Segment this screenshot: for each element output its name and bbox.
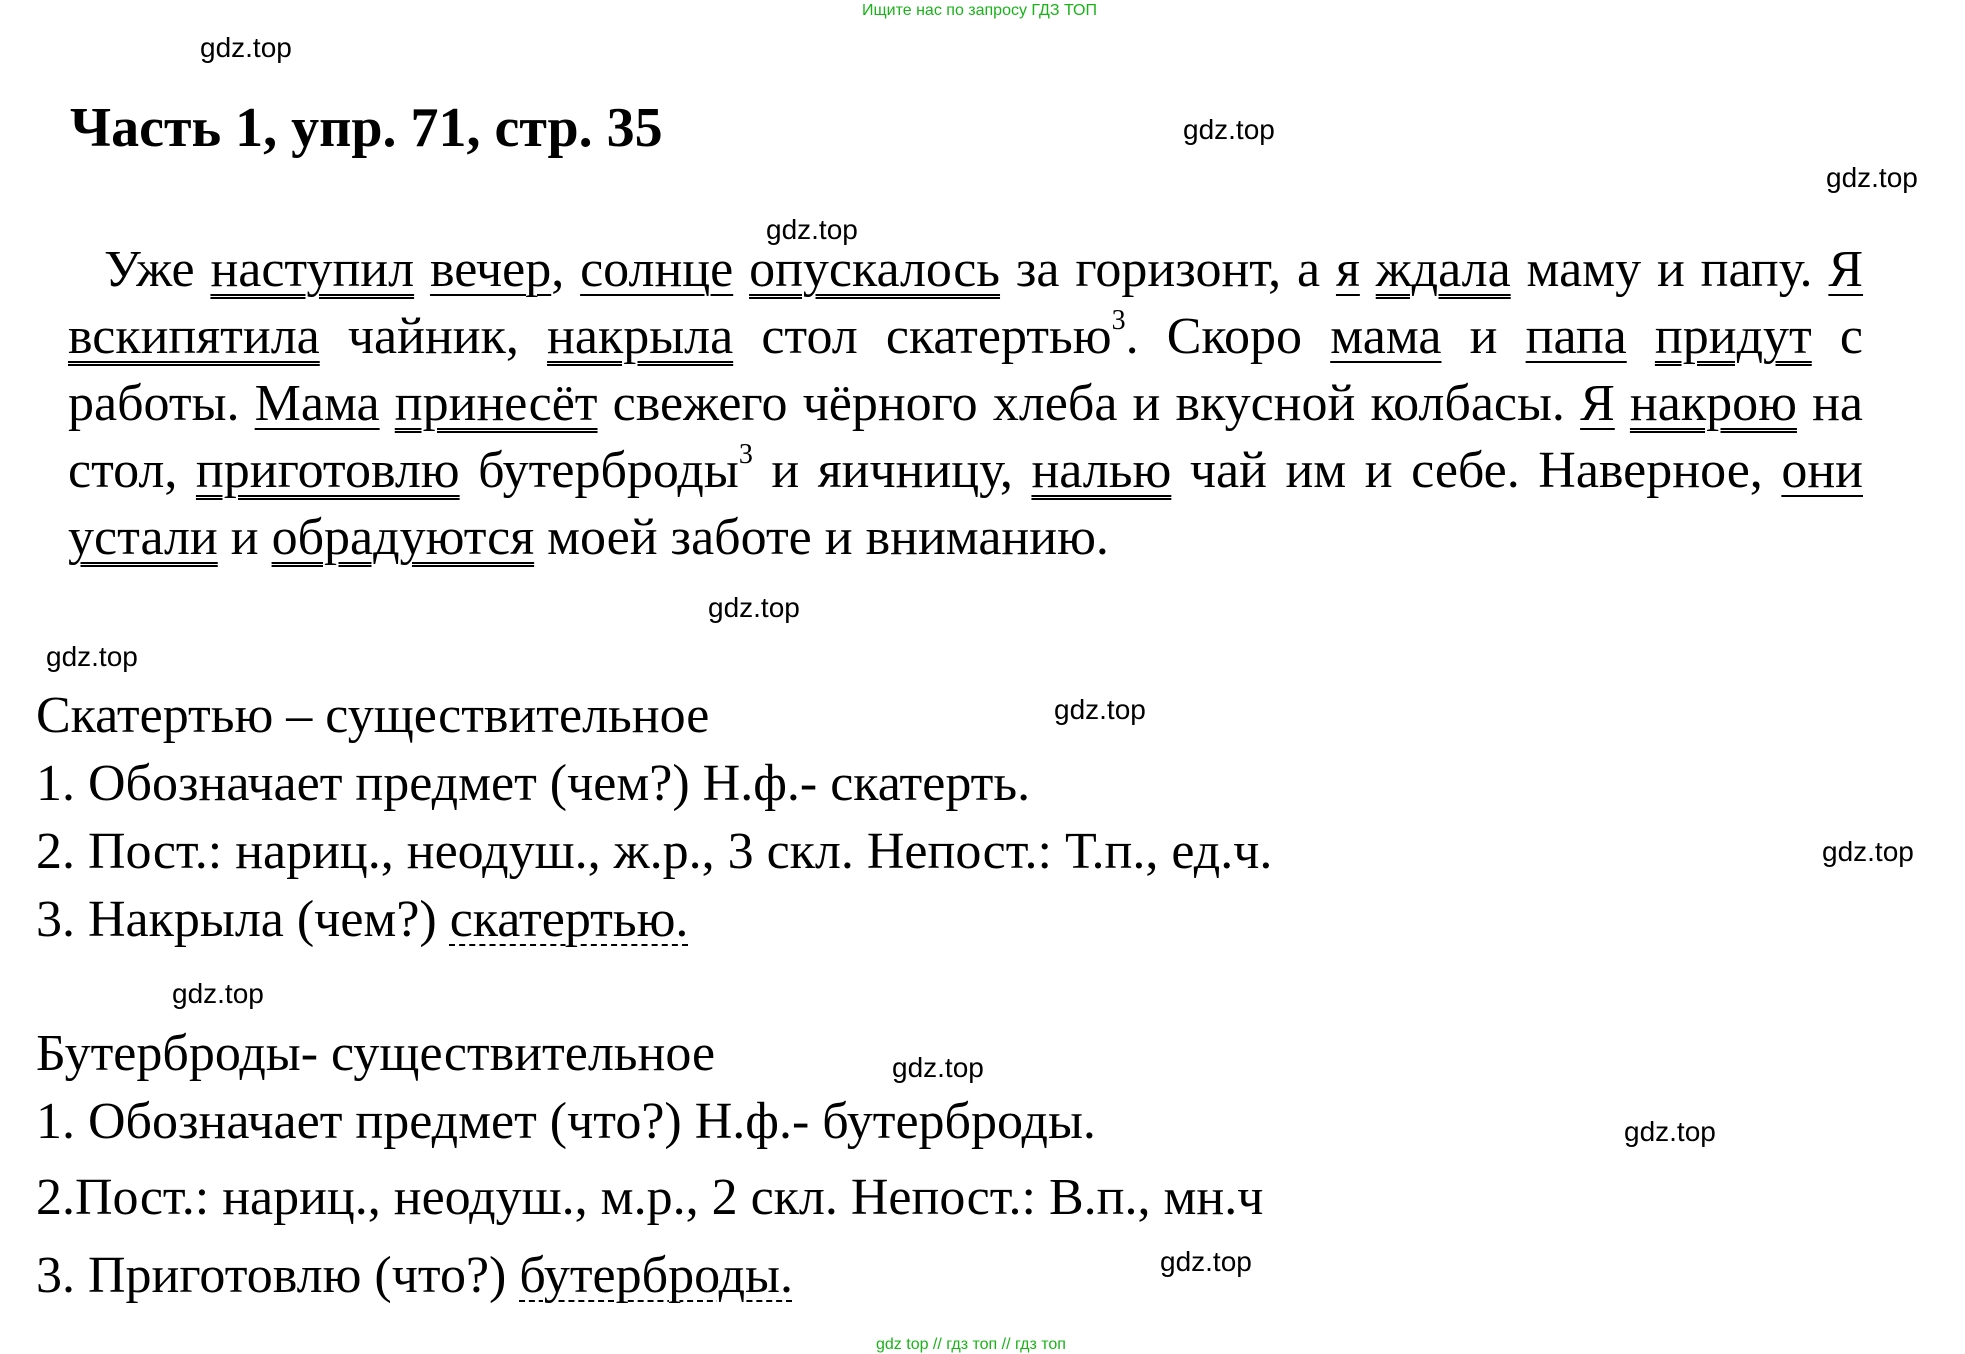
watermark: gdz.top: [1160, 1246, 1252, 1277]
analysis1-line3-word: скатертью.: [449, 891, 689, 948]
underlined-word: обрадуются: [271, 509, 535, 566]
underlined-word: Я: [1580, 375, 1615, 432]
analysis2-line3: [36, 1247, 793, 1304]
paragraph-text: [414, 241, 430, 298]
underlined-word: устали: [68, 509, 218, 566]
watermark: gdz.top: [1826, 162, 1918, 193]
paragraph-text: Уже: [104, 241, 211, 298]
paragraph-text: и: [1441, 308, 1526, 365]
analysis2-line3-prefix: 3. Приготовлю (что?): [36, 1247, 520, 1304]
underlined-word: я: [1335, 241, 1360, 298]
paragraph-text: свежего чёрного хлеба и вкусной колбасы.: [597, 375, 1581, 432]
analysis1-line3: [36, 891, 689, 948]
underlined-word: придут: [1654, 308, 1812, 365]
paragraph-text: [1615, 375, 1630, 432]
underlined-word: Я: [1828, 241, 1864, 298]
bottom-banner: gdz top // гдз топ // гдз топ: [876, 1336, 1066, 1353]
top-banner: Ищите нас по запросу ГДЗ ТОП: [862, 2, 1097, 19]
underlined-word: солнце: [580, 241, 734, 298]
underlined-word: вечер: [429, 241, 552, 298]
analysis1-line1: 1. Обозначает предмет (чем?) Н.ф.- скатерть.: [36, 755, 1031, 812]
paragraph-text: и: [217, 509, 272, 566]
analysis2-line2: 2.Пост.: нариц., неодуш., м.р., 2 скл. Непост.: В.п., мн.ч: [36, 1169, 1264, 1226]
analysis1-line2: 2. Пост.: нариц., неодуш., ж.р., 3 скл. Непост.: Т.п., ед.ч.: [36, 823, 1273, 880]
footnote-marker: 3: [1111, 305, 1126, 336]
underlined-word: мама: [1330, 308, 1442, 365]
underlined-word: опускалось: [749, 241, 1001, 298]
paragraph-text: чайник,: [319, 308, 548, 365]
footnote-marker: 3: [738, 439, 753, 470]
paragraph-text: моей заботе и вниманию.: [534, 509, 1109, 566]
paragraph-text: маму и папу.: [1510, 241, 1829, 298]
watermark: gdz.top: [1624, 1116, 1716, 1147]
underlined-word: наступил: [210, 241, 415, 298]
watermark: gdz.top: [708, 592, 800, 623]
watermark: gdz.top: [766, 214, 858, 245]
watermark: gdz.top: [1054, 694, 1146, 725]
underlined-word: они: [1781, 442, 1863, 499]
underlined-word: приготовлю: [195, 442, 460, 499]
watermark: gdz.top: [172, 978, 264, 1009]
underlined-word: накрыла: [547, 308, 734, 365]
underlined-word: вскипятила: [68, 308, 320, 365]
underlined-word: ждала: [1375, 241, 1511, 298]
paragraph-text: с работы.: [68, 308, 1863, 432]
watermark: gdz.top: [46, 641, 138, 672]
analysis1-line3-prefix: 3. Накрыла (чем?): [36, 891, 450, 948]
analysis2-line3-word: бутерброды.: [519, 1247, 793, 1304]
underlined-word: принесёт: [394, 375, 598, 432]
paragraph-text: [380, 375, 395, 432]
paragraph-text: и яичницу,: [752, 442, 1032, 499]
paragraph-text: [1360, 241, 1376, 298]
exercise-paragraph: [68, 236, 1863, 571]
paragraph-text: ,: [551, 241, 581, 298]
underlined-word: Мама: [254, 375, 380, 432]
exercise-heading: Часть 1, упр. 71, стр. 35: [70, 97, 663, 159]
paragraph-text: стол скатертью: [733, 308, 1112, 365]
underlined-word: папа: [1525, 308, 1627, 365]
paragraph-text: за горизонт, а: [1000, 241, 1336, 298]
underlined-word: накрою: [1629, 375, 1797, 432]
analysis2-line1: 1. Обозначает предмет (что?) Н.ф.- бутерброды.: [36, 1093, 1096, 1150]
watermark: gdz.top: [200, 32, 292, 63]
paragraph-text: чай им и себе. Наверное,: [1171, 442, 1782, 499]
underlined-word: налью: [1031, 442, 1172, 499]
analysis1-title: Скатертью – существительное: [36, 687, 710, 744]
paragraph-text: . Скоро: [1125, 308, 1331, 365]
analysis2-title: Бутерброды- существительное: [36, 1025, 716, 1082]
paragraph-text: [1627, 308, 1655, 365]
paragraph-text: на стол,: [68, 375, 1864, 499]
watermark: gdz.top: [1183, 114, 1275, 145]
watermark: gdz.top: [1822, 836, 1914, 867]
watermark: gdz.top: [892, 1052, 984, 1083]
paragraph-text: бутерброды: [459, 442, 739, 499]
paragraph-text: [733, 241, 749, 298]
